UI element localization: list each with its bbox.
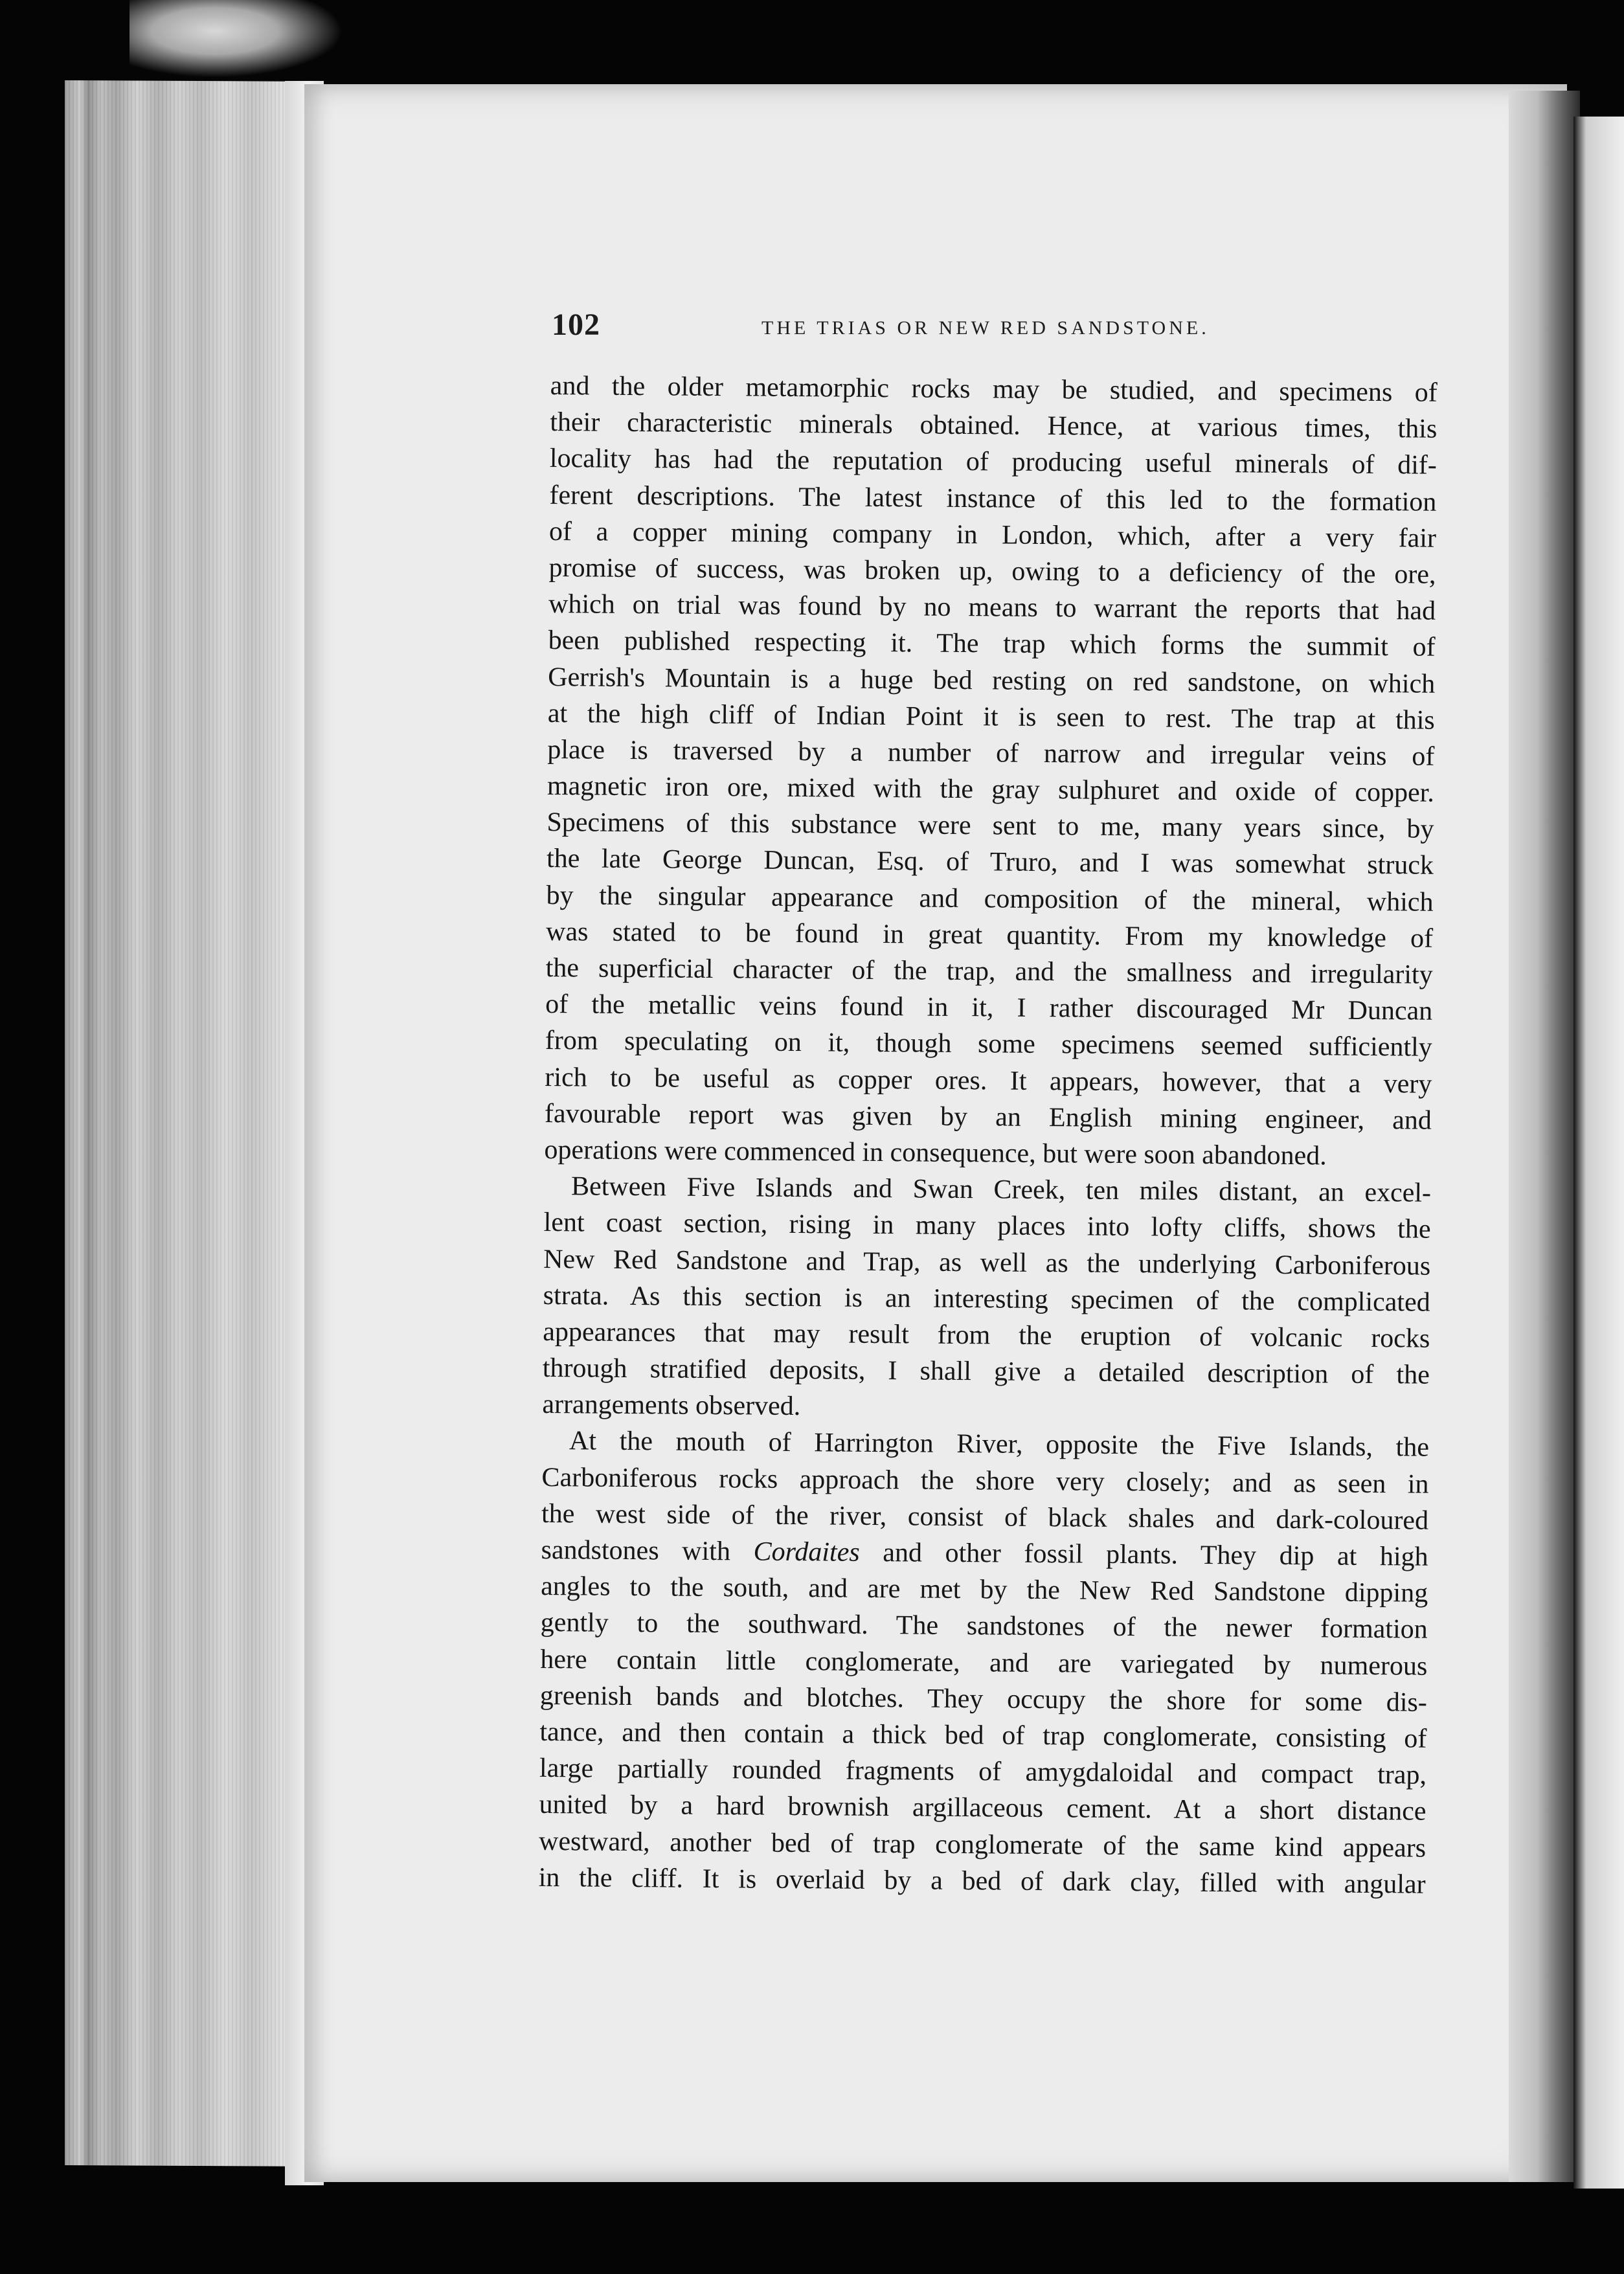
- text-line: their characteristic minerals obtained. Hence, at various times, this: [550, 407, 1438, 444]
- text-line: united by a hard brownish argillaceous cement. At a short distance: [539, 1790, 1427, 1827]
- text-line: in the cliff. It is overlaid by a bed of dark clay, filled with angular: [538, 1862, 1426, 1900]
- running-head: THE TRIAS OR NEW RED SANDSTONE.: [761, 317, 1210, 339]
- text-line: the west side of the river, consist of black shales and dark-coloured: [541, 1498, 1429, 1536]
- text-line: the late George Duncan, Esq. of Truro, and I was somewhat struck: [546, 844, 1434, 881]
- text-line: tance, and then contain a thick bed of trap conglomerate, consisting of: [539, 1717, 1427, 1754]
- text-line: which on trial was found by no means to warrant the reports that had: [548, 589, 1436, 626]
- text-line: through stratified deposits, I shall give a detailed description of the: [542, 1353, 1430, 1390]
- next-page-edge: [1573, 117, 1624, 2189]
- book-gutter: [1509, 91, 1580, 2182]
- text-line: greenish bands and blotches. They occupy the shore for some dis-: [539, 1680, 1428, 1718]
- text-segment: and other fossil plants. They dip at high: [883, 1538, 1428, 1572]
- text-line: New Red Sandstone and Trap, as well as the underlying Carboniferous: [543, 1244, 1431, 1281]
- text-line: magnetic iron ore, mixed with the gray sulphuret and oxide of copper.: [547, 771, 1435, 808]
- text-segment: sandstones with: [541, 1535, 731, 1567]
- text-line: At the mouth of Harrington River, opposite the Five Islands, the: [569, 1426, 1430, 1463]
- text-line: of the metallic veins found in it, I rather discouraged Mr Duncan: [545, 989, 1433, 1026]
- paper-scrap: [130, 0, 343, 78]
- text-line: appearances that may result from the eruption of volcanic rocks: [543, 1316, 1430, 1354]
- text-line: operations were commenced in consequence, but were soon abandoned.: [544, 1134, 1327, 1171]
- text-line: large partially rounded fragments of amygdaloidal and compact trap,: [539, 1753, 1427, 1790]
- text-line: from speculating on it, though some specimens seemed sufficiently: [545, 1026, 1432, 1063]
- text-line: was stated to be found in great quantity. From my knowledge of: [545, 916, 1434, 954]
- text-line: gently to the southward. The sandstones of the newer formation: [540, 1608, 1428, 1645]
- text-line: ferent descriptions. The latest instance of this led to the formation: [549, 480, 1437, 517]
- text-line: favourable report was given by an English mining engineer, and: [544, 1098, 1432, 1136]
- text-line: of a copper mining company in London, which, after a very fair: [548, 516, 1437, 554]
- text-line: locality has had the reputation of producing useful minerals of dif-: [549, 444, 1438, 481]
- text-line: angles to the south, and are met by the New Red Sandstone dipping: [541, 1571, 1428, 1608]
- text-line: westward, another bed of trap conglomerate of the same kind appears: [538, 1826, 1427, 1863]
- text-line: here contain little conglomerate, and are variegated by numerous: [540, 1644, 1428, 1682]
- text-line: the superficial character of the trap, and the smallness and irregularity: [545, 952, 1433, 990]
- page-header: [552, 307, 1245, 346]
- text-line: Between Five Islands and Swan Creek, ten miles distant, an excel-: [570, 1171, 1432, 1208]
- text-line: place is traversed by a number of narrow and irregular veins of: [547, 734, 1435, 772]
- text-line: Gerrish's Mountain is a huge bed resting on red sandstone, on which: [548, 662, 1436, 699]
- text-line: Carboniferous rocks approach the shore very closely; and as seen in: [541, 1462, 1429, 1500]
- page-number: 102: [552, 308, 600, 342]
- text-line: promise of success, was broken up, owing to a deficiency of the ore,: [548, 552, 1436, 590]
- text-line: rich to be useful as copper ores. It appears, however, that a very: [545, 1062, 1432, 1099]
- text-line: lent coast section, rising in many places into lofty cliffs, shows the: [543, 1208, 1431, 1245]
- text-line: arrangements observed.: [542, 1390, 801, 1422]
- text-line: and the older metamorphic rocks may be studied, and specimens of: [550, 370, 1438, 408]
- text-line: been published respecting it. The trap which forms the summit of: [548, 625, 1436, 663]
- text-line: by the singular appearance and composition of the mineral, which: [546, 880, 1434, 917]
- text-line: Specimens of this substance were sent to me, many years since, by: [547, 807, 1434, 844]
- italic-term: Cordaites: [753, 1537, 860, 1568]
- body-text: [538, 368, 1437, 1903]
- text-line: strata. As this section is an interesting specimen of the complicated: [543, 1280, 1430, 1318]
- text-line: at the high cliff of Indian Point it is seen to rest. The trap at this: [547, 698, 1435, 736]
